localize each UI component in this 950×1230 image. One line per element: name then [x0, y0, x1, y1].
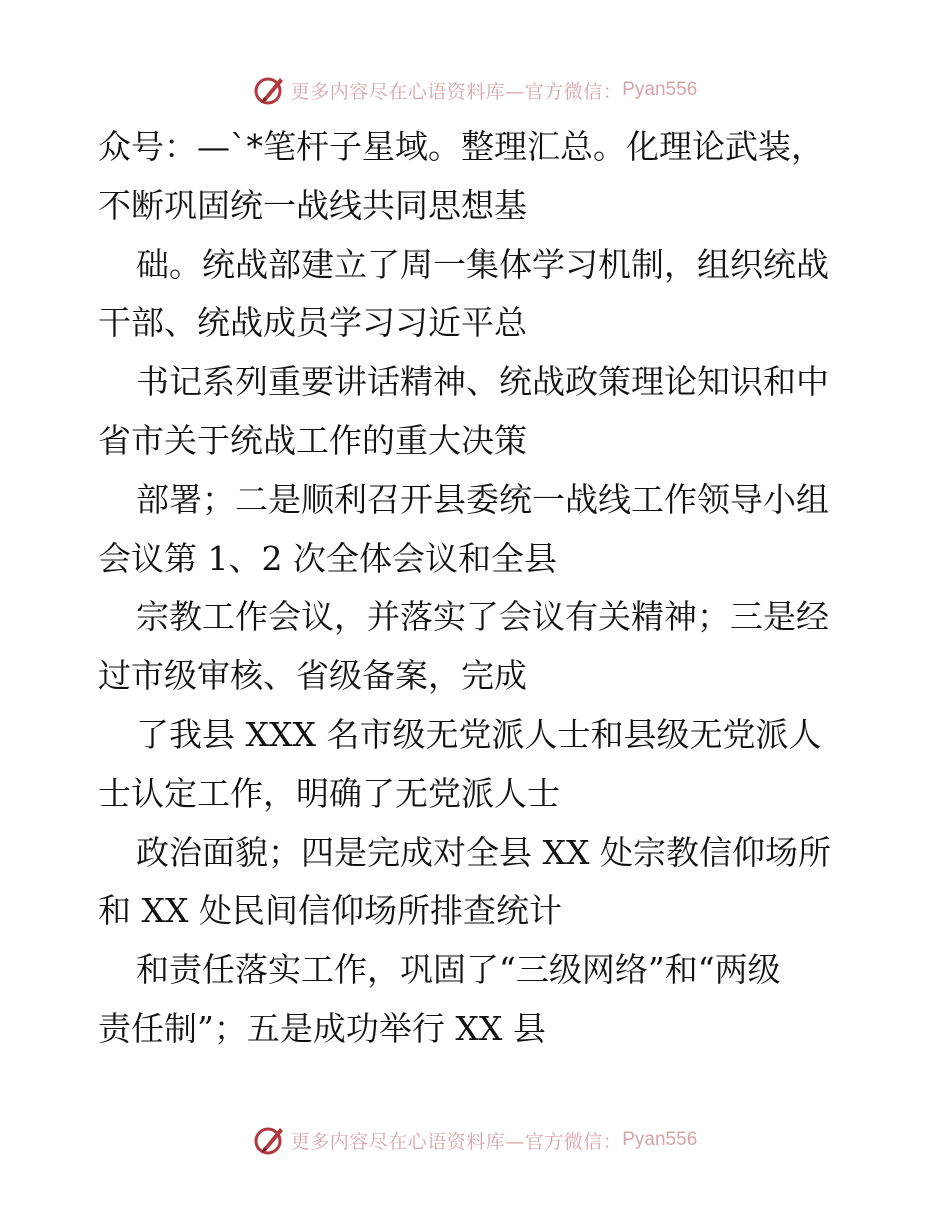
text-line: 政治面貌；四是完成对全县 XX 处宗教信仰场所: [136, 832, 831, 872]
text-line: 众号：—`*笔杆子星域。整理汇总。化理论武装，: [98, 127, 824, 166]
text-line: 书记系列重要讲话精神、统战政策理论知识和中: [136, 362, 829, 402]
text-line: 了我县 XXX 名市级无党派人士和县级无党派人: [136, 714, 822, 754]
quill-logo-icon: [253, 73, 287, 107]
text-line: 会议第 1、2 次全体会议和全县: [98, 538, 557, 578]
text-line: 过市级审核、省级备案，完成: [98, 656, 527, 696]
text-line: 干部、统战成员学习习近平总: [98, 303, 527, 343]
watermark-wechat-id: Pyan556: [622, 1129, 698, 1150]
watermark-wechat-id: Pyan556: [622, 79, 698, 100]
text-line: 础。统战部建立了周一集体学习机制，组织统战: [136, 244, 829, 284]
text-line: 省市关于统战工作的重大决策: [98, 420, 527, 460]
text-line: 士认定工作，明确了无党派人士: [98, 773, 560, 813]
quill-logo-icon: [253, 1123, 287, 1157]
text-line: 不断巩固统一战线共同思想基: [98, 185, 527, 225]
header-watermark: [0, 70, 950, 110]
text-line: 和责任落实工作，巩固了“三级网络”和“两级: [136, 950, 781, 990]
footer-watermark: [0, 1120, 950, 1160]
text-line: 和 XX 处民间信仰场所排查统计: [98, 891, 562, 931]
text-line: 责任制”；五是成功举行 XX 县: [98, 1008, 546, 1048]
document-body: [98, 118, 858, 1059]
text-line: 宗教工作会议，并落实了会议有关精神；三是经: [136, 597, 829, 637]
watermark-text: 更多内容尽在心语资料库—官方微信：: [290, 1130, 623, 1153]
watermark-text: 更多内容尽在心语资料库—官方微信：: [290, 80, 623, 103]
text-line: 部署；二是顺利召开县委统一战线工作领导小组: [136, 479, 829, 519]
